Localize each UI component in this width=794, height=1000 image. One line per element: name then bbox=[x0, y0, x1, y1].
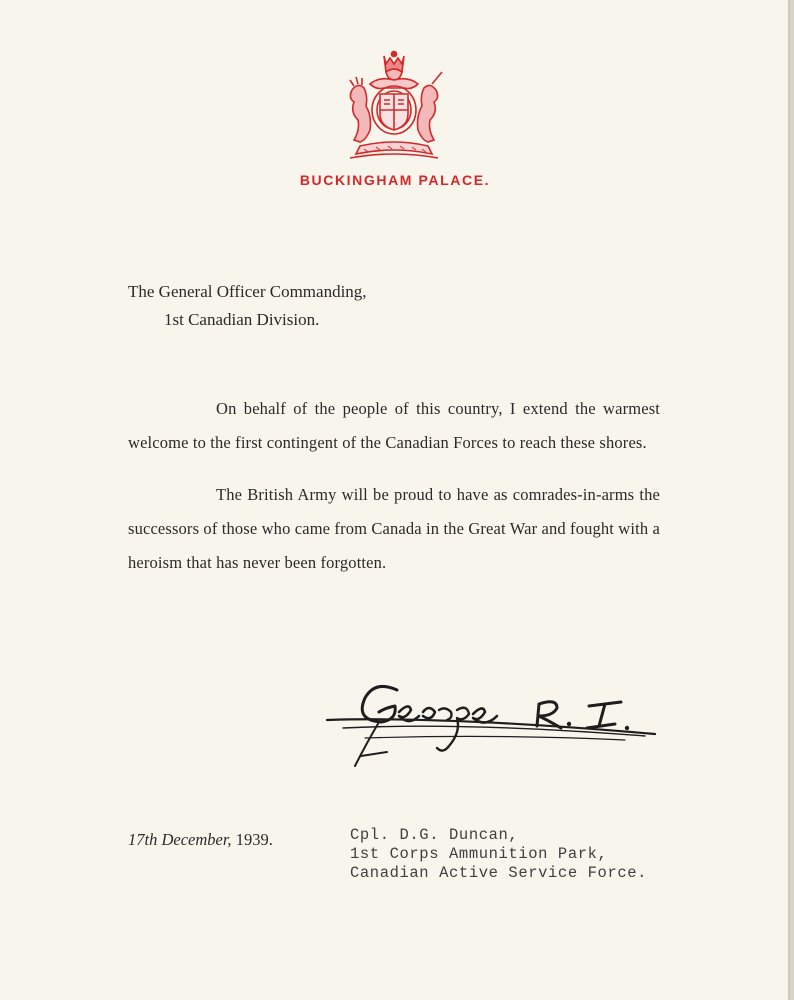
body-paragraph-2: The British Army will be proud to have as comrades-in-arms the successors of those who came from Canada in the Great War and fought with a heroism that has never been forgotten. bbox=[128, 485, 660, 572]
date-year: 1939. bbox=[235, 830, 273, 849]
body-paragraph-1: On behalf of the people of this country, I extend the warmest welcome to the first contingent of the Canadian Forces to reach these shores. bbox=[128, 399, 660, 452]
letter-body bbox=[128, 392, 660, 598]
date-day: 17 bbox=[128, 830, 145, 849]
letterhead-title: BUCKINGHAM PALACE. bbox=[299, 172, 491, 188]
recipient-line-1: Cpl. D.G. Duncan, bbox=[350, 826, 519, 844]
recipient-line-2: 1st Corps Ammunition Park, bbox=[350, 845, 608, 863]
date-month: December, bbox=[161, 830, 232, 849]
addressee-line-1: The General Officer Commanding, bbox=[128, 282, 367, 301]
royal-coat-of-arms-icon bbox=[340, 50, 448, 162]
letter-date bbox=[128, 830, 273, 850]
recipient-address bbox=[350, 826, 647, 883]
recipient-line-3: Canadian Active Service Force. bbox=[350, 864, 648, 882]
date-suffix: th bbox=[144, 830, 158, 849]
addressee-line-2: 1st Canadian Division. bbox=[164, 310, 320, 329]
signature-george-ri bbox=[325, 676, 665, 776]
